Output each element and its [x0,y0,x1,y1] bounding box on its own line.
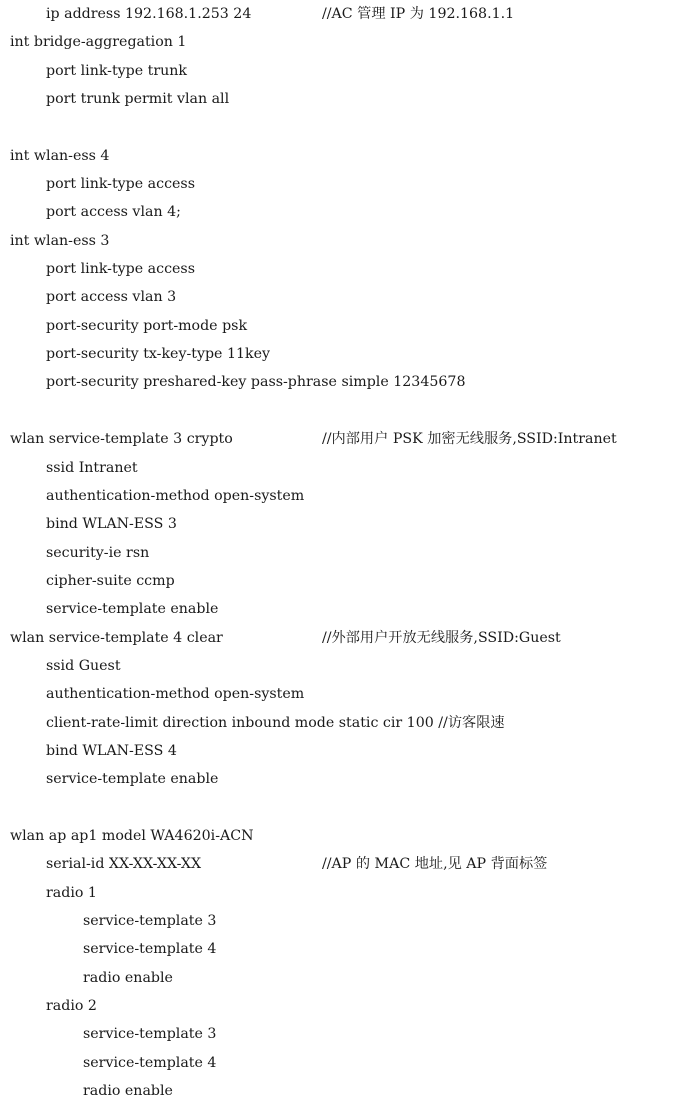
config-line [10,907,695,935]
config-code: port-security port-mode psk [46,317,248,334]
config-line [10,964,695,992]
config-line [10,368,695,396]
config-line [10,0,695,28]
config-comment: //外部用户开放无线服务,SSID:Guest [322,629,561,646]
config-code: port link-type access [46,261,195,278]
config-line [10,595,695,623]
config-code: port access vlan 4; [46,204,181,221]
config-code: bind WLAN-ESS 3 [46,516,177,533]
config-code: service-template 3 [83,913,217,929]
config-code: ssid Guest [46,657,121,674]
config-line [10,454,695,482]
config-code: port link-type access [46,176,195,193]
config-line [10,567,695,595]
config-code: service-template 4 [83,941,217,958]
config-line [10,709,695,737]
config-line [10,879,695,907]
config-code: port access vlan 3 [46,289,177,306]
config-code: security-ie rsn [46,544,150,561]
config-line [10,1077,695,1105]
config-line [10,737,695,765]
blank-line [10,397,695,425]
config-code: serial-id XX-XX-XX-XX [46,856,202,873]
config-code: service-template enable [46,601,219,618]
config-code: int wlan-ess 4 [10,147,110,164]
config-line [10,992,695,1020]
config-comment: //AP 的 MAC 地址,见 AP 背面标签 [322,856,548,873]
config-line [10,198,695,226]
config-line [10,142,695,170]
config-line [10,227,695,255]
config-code: service-template enable [46,771,219,788]
config-line [10,1020,695,1048]
config-code: wlan ap ap1 model WA4620i-ACN [10,827,254,844]
config-line [10,28,695,56]
config-line [10,482,695,510]
config-line [10,935,695,963]
config-code: cipher-suite ccmp [46,572,175,589]
config-code: radio enable [83,1083,173,1100]
config-line [10,283,695,311]
config-document [10,0,695,1105]
blank-line [10,113,695,141]
config-code: port trunk permit vlan all [46,91,230,108]
config-code: service-template 3 [83,1026,217,1043]
config-line [10,680,695,708]
config-code: ip address 192.168.1.253 24 [46,6,252,22]
config-code: bind WLAN-ESS 4 [46,742,177,759]
config-code: port-security preshared-key pass-phrase simple 12345678 [46,374,466,391]
config-line [10,425,695,453]
config-line [10,1049,695,1077]
config-code: client-rate-limit direction inbound mode static cir 100 //访客限速 [46,714,505,731]
config-line [10,765,695,793]
config-code: service-template 4 [83,1054,217,1071]
blank-line [10,794,695,822]
config-line [10,539,695,567]
config-code: ssid Intranet [46,459,138,476]
config-line [10,510,695,538]
config-comment: //AC 管理 IP 为 192.168.1.1 [322,6,515,22]
config-line [10,822,695,850]
config-code: wlan service-template 3 crypto [10,431,233,448]
config-line [10,255,695,283]
config-line [10,624,695,652]
config-code: port link-type trunk [46,62,188,79]
config-code: radio 1 [46,884,97,901]
config-code: radio enable [83,969,173,986]
config-code: wlan service-template 4 clear [10,629,223,646]
config-comment: //内部用户 PSK 加密无线服务,SSID:Intranet [322,431,617,448]
config-code: authentication-method open-system [46,487,305,504]
config-code: radio 2 [46,998,97,1015]
config-line [10,850,695,878]
config-line [10,57,695,85]
config-code: int bridge-aggregation 1 [10,34,187,51]
config-code: authentication-method open-system [46,686,305,703]
config-line [10,85,695,113]
config-line [10,340,695,368]
config-code: port-security tx-key-type 11key [46,346,271,363]
config-line [10,312,695,340]
config-code: int wlan-ess 3 [10,232,110,249]
config-line [10,652,695,680]
config-line [10,170,695,198]
